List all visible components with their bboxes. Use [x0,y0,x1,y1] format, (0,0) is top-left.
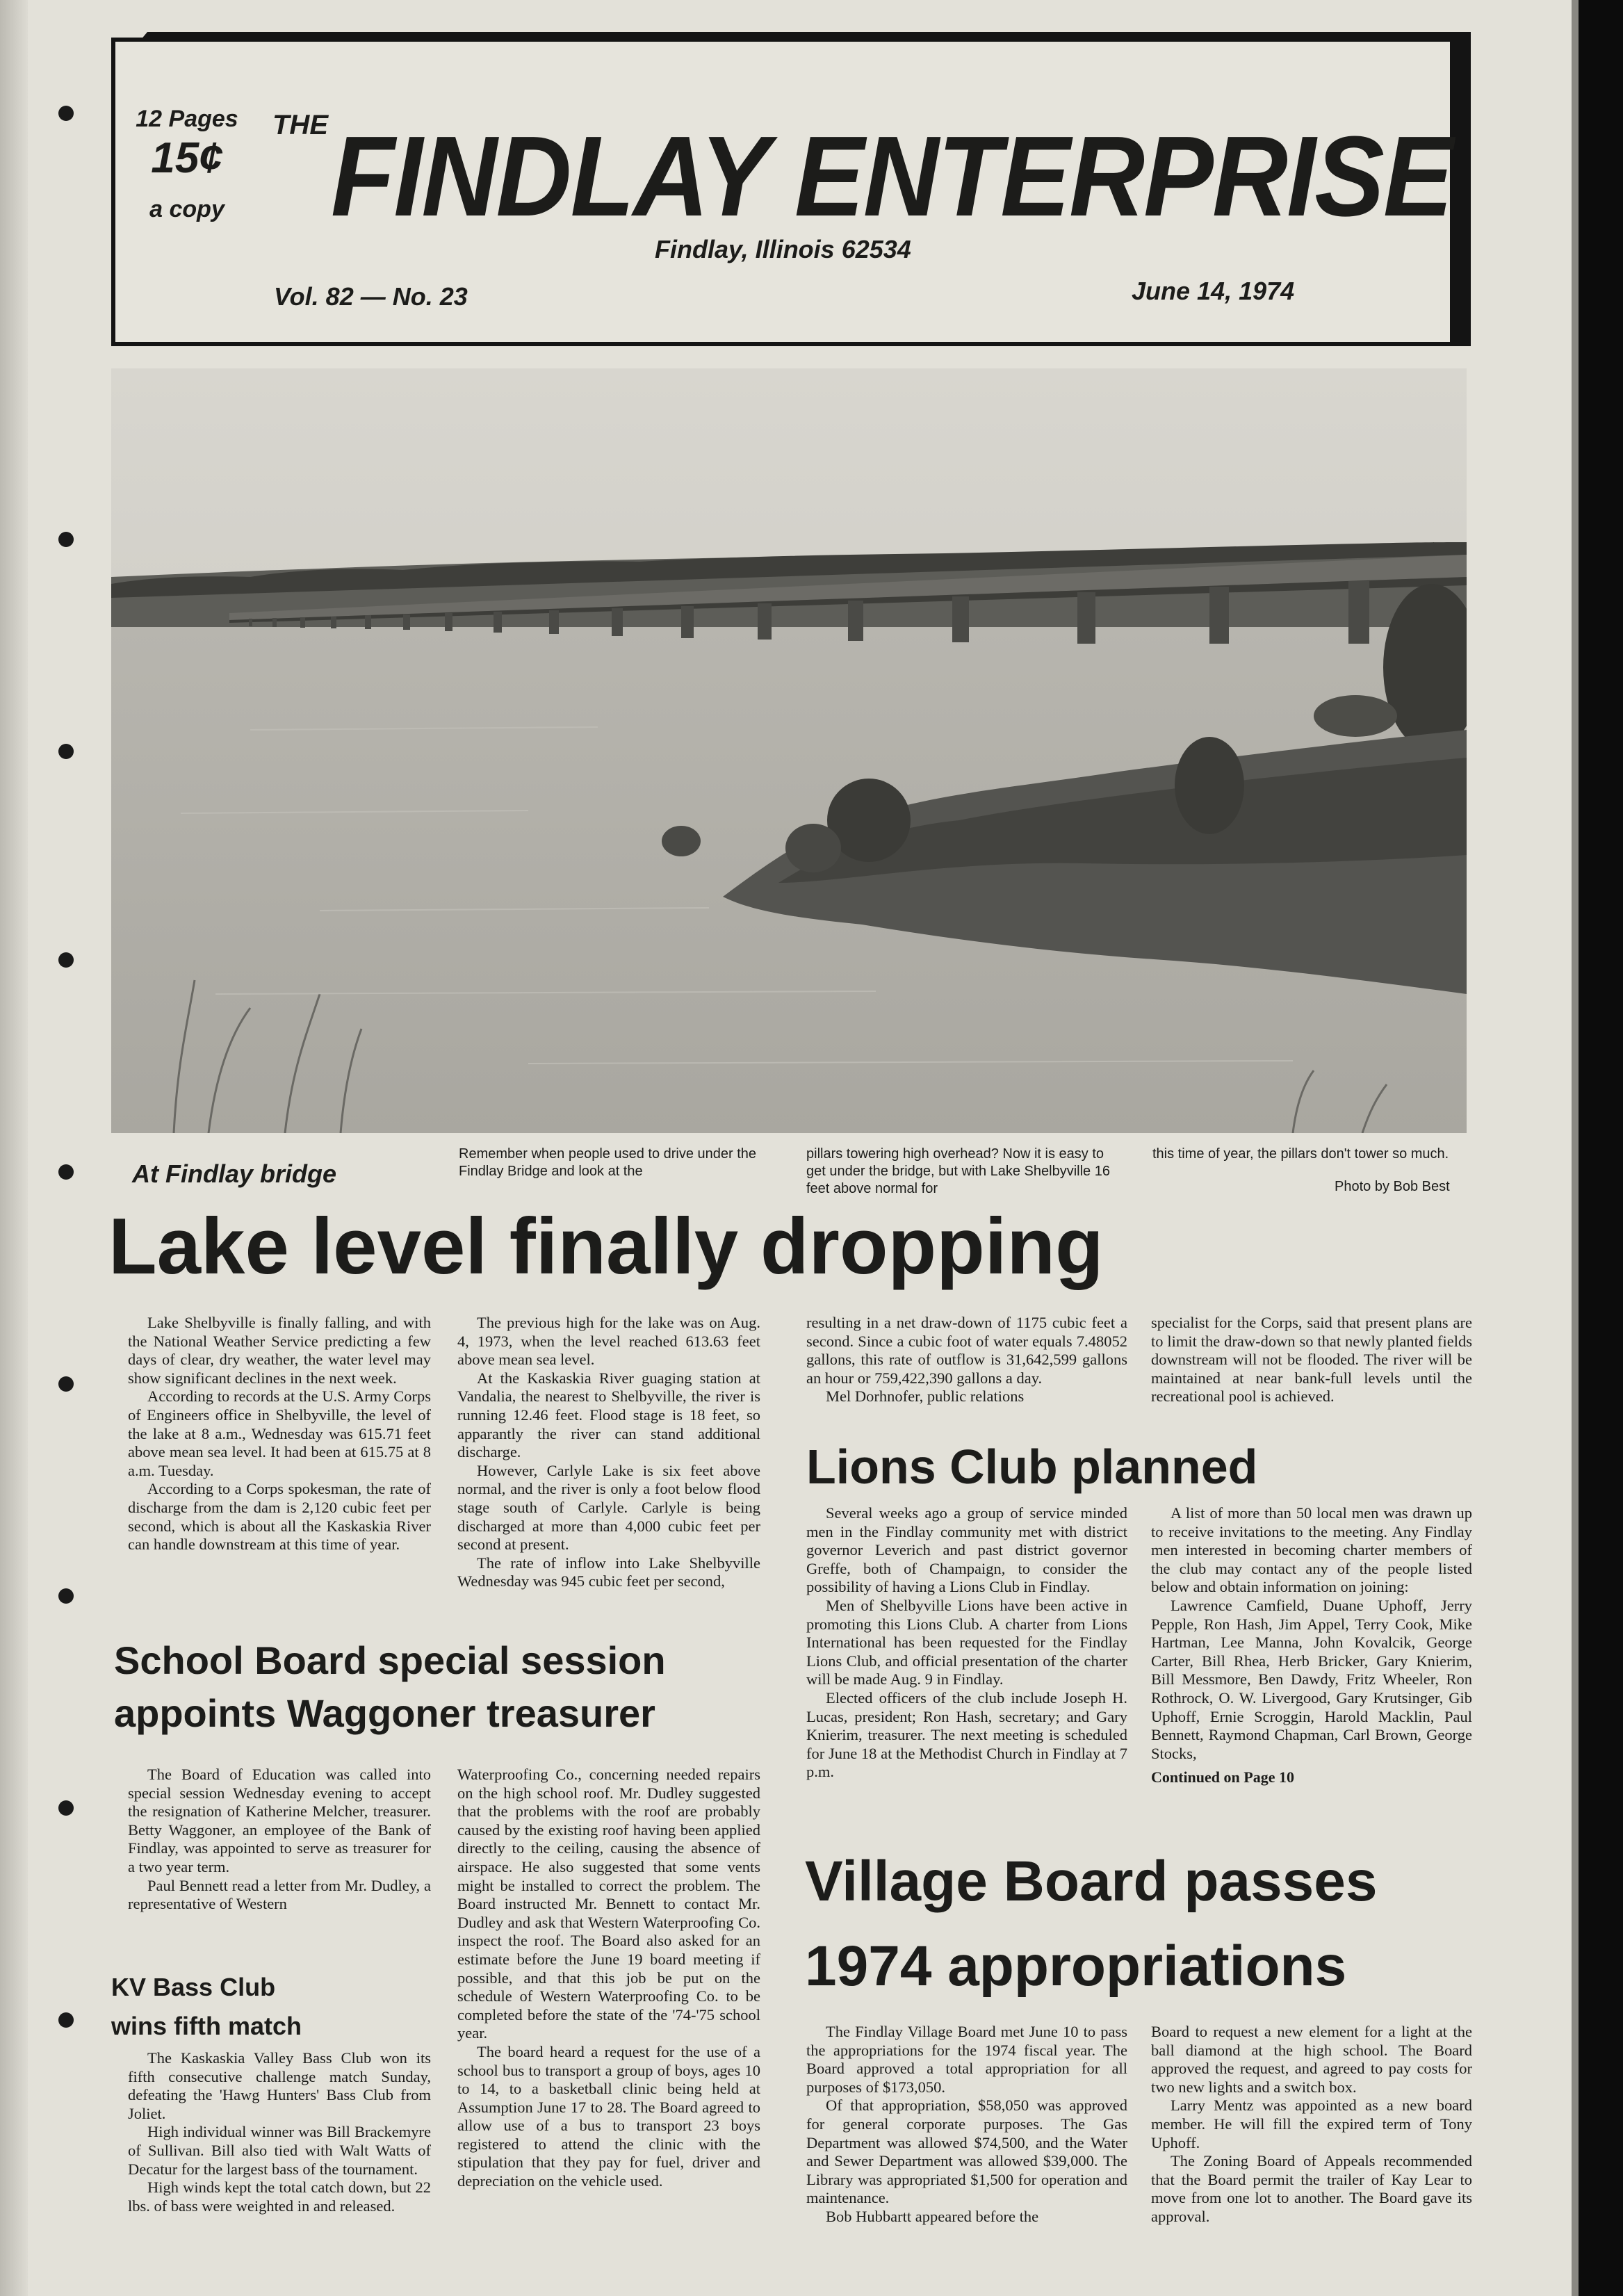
village-article-col2 [1151,2023,1472,2226]
paragraph: The Kaskaskia Valley Bass Club won its fifth consecutive challenge match Sunday, defeating the 'Hawg Hunters' Bass Club from Joliet. [128,2049,431,2122]
paragraph: Lake Shelbyville is finally falling, and with the National Weather Service predicting a few days of clear, dry weather, the water level may show significant declines in the next week. [128,1314,431,1387]
photo-caption-part: Remember when people used to drive under the Findlay Bridge and look at the [459,1146,757,1179]
page-edge [1579,0,1623,2296]
lions-article-col2 [1151,1504,1472,1787]
price: 15¢ [151,134,223,182]
paragraph: Elected officers of the club include Joseph H. Lucas, president; Ron Hash, secretary; and Gary Knierim, treasurer. The next meeting is scheduled for June 18 at the Methodist Church in Findlay at 7 p.m. [806,1688,1127,1781]
kv-headline-line2: wins fifth match [111,2012,302,2040]
newspaper-title: FINDLAY ENTERPRISE [331,113,1452,240]
paragraph: High individual winner was Bill Brackemyre of Sullivan. Bill also tied with Walt Watts of Decatur for the largest bass of the tournament. [128,2123,431,2178]
page-count: 12 Pages [136,106,238,132]
paragraph: Bob Hubbartt appeared before the [826,2207,1039,2225]
masthead-location: Findlay, Illinois 62534 [655,235,911,263]
binder-hole [58,952,74,968]
binder-hole [58,532,74,547]
paragraph: Several weeks ago a group of service minded men in the Findlay community met with district governor Leverich and past district governor Greffe, both of Champaign, to consider the possibility of having a Lions Club in Findlay. [806,1504,1127,1596]
village-headline-line2: 1974 appropriations [805,1935,1347,1998]
paragraph: The rate of inflow into Lake Shelbyville Wednesday was 945 cubic feet per second, [457,1554,760,1590]
lake-article-col4 [1151,1314,1472,1406]
paragraph: A list of more than 50 local men was drawn up to receive invitations to the meeting. Any Findlay men interested in becoming charter members of the club may contact any of the people listed below and obtain information on joining: [1151,1504,1472,1596]
lake-article-col3 [806,1314,1127,1406]
paragraph: The Zoning Board of Appeals recommended that the Board permit the trailer of Kay Lear to move from one lot to another. The Board gave its approval. [1151,2152,1472,2225]
paragraph: The Findlay Village Board met June 10 to pass the appropriations for the 1974 fiscal year. The Board approved a total appropriation for all purposes of $173,050. [806,2023,1127,2096]
paragraph: The Board of Education was called into special session Wednesday evening to accept the resignation of Katherine Melcher, treasurer. Betty Waggoner, an employee of the Bank of Findlay, was appointed to serve as treasurer for a two year term. [128,1766,431,1875]
paragraph: Mel Dorhnofer, public relations [826,1387,1025,1406]
village-headline-line1: Village Board passes [805,1850,1378,1913]
school-article-col2 [457,1766,760,2191]
paragraph: At the Kaskaskia River guaging station at Vandalia, the nearest to Shelbyville, the river is running 12.46 feet. Flood stage is 18 feet, so apparantly the river can stand additional discharge. [457,1369,760,1461]
paragraph: Lawrence Camfield, Duane Uphoff, Jerry Pepple, Ron Hash, Jim Appel, Terry Cook, Mike Hartman, Lee Manna, John Kovalcik, George Carter, Bill Rhea, Herb Bricker, Gary Knierim, Bill Messmore, Ben Dawdy, Fritz Wheeler, Ron Rothrock, O. W. Livergood, Gary Krutsinger, Gib Uphoff, Ernie Scroggin, Harold Macklin, Paul Bennett, Raymond Chapman, Carl Brown, George Stocks, [1151,1596,1472,1762]
masthead-shadow [1454,32,1471,346]
binder-hole [58,1164,74,1180]
paragraph: According to records at the U.S. Army Corps of Engineers office in Shelbyville, the level of the lake at 8 a.m., Wednesday was 615.71 feet above mean sea level. It had been at 615.75 at 8 a.m. Tuesday. [128,1387,431,1479]
school-article-col1 [128,1766,431,1914]
photo-caption-part: this time of year, the pillars don't tower so much. [1152,1146,1449,1162]
binder-hole [58,2012,74,2028]
paragraph: Paul Bennett read a letter from Mr. Dudley, a representative of Western [128,1876,431,1913]
paragraph: Of that appropriation, $58,050 was approved for general corporate purposes. The Gas Department was allowed $74,500, and the Water and Sewer Department was allowed $39,000. The Library was appropriated $1,500 for operation and maintenance. [806,2096,1127,2207]
paragraph: High winds kept the total catch down, but 22 lbs. of bass were weighted in and released. [128,2179,431,2215]
volume-number: Vol. 82 — No. 23 [274,282,468,311]
lake-headline: Lake level finally dropping [108,1203,1104,1291]
continued-note: Continued on Page 10 [1151,1768,1294,1786]
paragraph: Larry Mentz was appointed as a new board member. He will fill the expired term of Tony Uphoff. [1151,2096,1472,2151]
village-article-col1 [806,2023,1127,2226]
binder-hole [58,1800,74,1816]
lake-article-col2 [457,1314,760,1591]
paragraph: Board to request a new element for a light at the ball diamond at the high school. The Board approved the request, and agreed to pay costs for two new lights and a switch box. [1151,2023,1472,2096]
binder-hole [58,1588,74,1604]
bridge-photo [111,368,1467,1133]
binder-hole [58,744,74,759]
lions-article-col1 [806,1504,1127,1782]
lake-article-col1 [128,1314,431,1554]
photo-credit: Photo by Bob Best [1335,1179,1450,1194]
paragraph: Men of Shelbyville Lions have been active in promoting this Lions Club. A charter from Lions International has been requested for the Findlay Lions Club, and official presentation of the charter will be made Aug. 9 in Findlay. [806,1596,1127,1688]
paragraph: The previous high for the lake was on Aug. 4, 1973, when the level reached 613.63 feet above mean sea level. [457,1314,760,1369]
binder-margin [0,0,28,2296]
paragraph: resulting in a net draw-down of 1175 cubic feet a second. Since a cubic foot of water equals 7.48052 gallons, this rate of outflow is 31,642,599 gallons an hour or 759,422,390 gallons a day. [806,1314,1127,1387]
page-edge-shadow [1572,0,1579,2296]
masthead [111,38,1454,346]
school-headline-line1: School Board special session [114,1638,666,1682]
photo-kicker: At Findlay bridge [132,1159,337,1188]
masthead-the: THE [272,110,328,140]
school-headline-line2: appoints Waggoner treasurer [114,1691,655,1735]
paragraph: specialist for the Corps, said that present plans are to limit the draw-down so that newly planted fields downstream will not be flooded. The river will be maintained at near bank-full levels until the recreational pool is achieved. [1151,1314,1472,1406]
paragraph: According to a Corps spokesman, the rate of discharge from the dam is 2,120 cubic feet per second, which is about all the Kaskaskia River can handle downstream at this time of year. [128,1480,431,1554]
kv-article [128,2049,431,2215]
binder-hole [58,106,74,121]
photo-caption-part: pillars towering high overhead? Now it is easy to get under the bridge, but with Lake Shelbyville 16 feet above normal for [806,1146,1110,1196]
price-note: a copy [149,196,225,222]
paragraph: However, Carlyle Lake is six feet above normal, and the river is only a foot below flood stage south of Carlyle. Carlyle is being discharged at more than 4,000 cubic feet per second at present. [457,1461,760,1554]
paragraph: The board heard a request for the use of a school bus to transport a group of boys, ages 10 to 14, to a basketball clinic being held at Assumption June 17 to 28. The Board agreed to allow use of a bus to transport 23 boys registered to attend the clinic with the stipulation that they pay for fuel, driver and depreciation on the vehicle used. [457,2042,760,2190]
paragraph: Waterproofing Co., concerning needed repairs on the high school roof. Mr. Dudley suggested that the problems with the roof are probably caused by the existing roof having been applied directly to the ceiling, causing the absence of airspace. He also suggested that some vents might be installed to correct the problem. The Board instructed Mr. Bennett to contact Mr. Dudley and ask that Western Waterproofing Co. inspect the roof. The Board also asked for an estimate before the June 19 board meeting if possible, and that this job be put on the schedule of Western Waterproofing Co. to be completed before the state of the '74-'75 school year. [457,1766,760,2042]
issue-date: June 14, 1974 [1132,277,1295,305]
lions-headline: Lions Club planned [806,1440,1258,1494]
kv-headline-line1: KV Bass Club [111,1973,276,2001]
binder-hole [58,1376,74,1392]
